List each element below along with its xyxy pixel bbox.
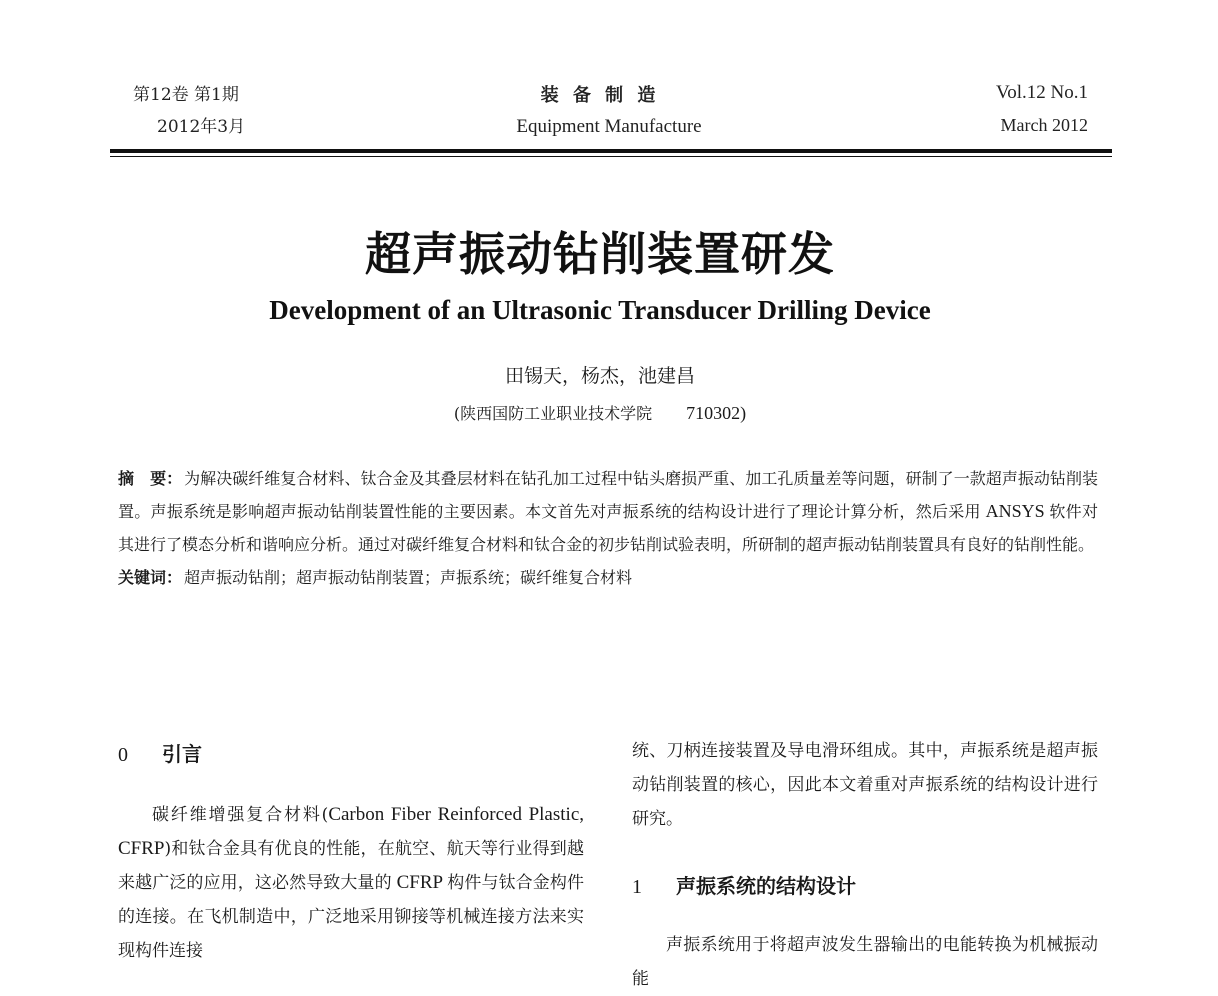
section-1-title: 声振系统的结构设计: [676, 874, 856, 898]
abstract-text-1: 为解决碳纤维复合材料、钛合金及其叠层材料在钻孔加工过程中钻头磨损严重、加工孔质量差等问题，研制了一款超声振动钻削装置。声振系统是影响超声振动钻削装置性能的主要因素。本文首先对声振系统的结构设计进行了理论计算分析，然后采用: [118, 469, 1098, 521]
intro-text-cfrp: CFRP: [391, 872, 448, 893]
paper-title-en: Development of an Ultrasonic Transducer Drilling Device: [269, 295, 931, 325]
intro-text-1: 碳纤维增强复合材料(: [152, 805, 329, 825]
intro-text-2: )和钛合金具有优良的性能，在航空、航天等行业得到越来越广泛的应用，这必然导致大量的: [118, 839, 584, 893]
keywords: [118, 561, 1098, 594]
abstract-text-2: 软件对其进行了模态分析和谐响应分析。通过对碳纤维复合材料和钛合金的初步钻削试验表明，所研制的超声振动钻削装置具有良好的钻削性能。: [118, 502, 1098, 554]
section-0-number: 0: [118, 744, 128, 766]
intro-paragraph-text: [118, 798, 584, 968]
keywords-text: 超声振动钻削；超声振动钻削装置；声振系统；碳纤维复合材料: [184, 568, 633, 587]
authors: 田锡天，杨杰，池建昌: [504, 365, 695, 387]
section-0-heading: [118, 739, 202, 770]
abstract-block: [118, 462, 1098, 594]
header-rule-thin: [110, 156, 1112, 157]
affiliation-zip: 710302): [686, 403, 747, 423]
keywords-label: 关键词：: [118, 568, 183, 587]
section-0-title: 引言: [162, 742, 202, 766]
section-1-heading: [632, 871, 856, 902]
intro-text-cfrp-term: Carbon Fiber Reinforced Plastic, CFRP: [118, 804, 584, 859]
right-column-paragraph: 统、刀柄连接装置及导电滑环组成。其中，声振系统是超声振动钻削装置的核心，因此本文着重对声振系统的结构设计进行研究。: [632, 741, 1098, 829]
intro-text-3: 构件与钛合金构件的连接。在飞机制造: [118, 873, 585, 927]
journal-volume-en: Vol.12 No.1: [995, 82, 1088, 103]
intro-paragraph: [118, 798, 585, 961]
abstract: [118, 462, 1098, 561]
journal-date-cn: 2012年3月: [157, 117, 246, 137]
journal-name-cn: 装 备 制 造: [540, 85, 660, 106]
journal-volume-issue: 第12卷 第1期: [133, 85, 239, 105]
affiliation: [0, 400, 1200, 427]
affiliation-name: (陕西国防工业职业技术学院: [453, 404, 653, 423]
intro-text-4: 中，广泛地采用铆接等机械连接方法来实现构件连接: [118, 907, 585, 961]
section-1-number: 1: [632, 876, 642, 898]
journal-name-en: Equipment Manufacture: [516, 116, 702, 137]
section-1-paragraph: 声振系统用于将超声波发生器输出的电能转换为机械振动能: [632, 935, 1098, 989]
journal-date-en: March 2012: [1000, 115, 1088, 135]
abstract-software-name: ANSYS: [980, 501, 1050, 521]
paper-title-cn: 超声振动钻削装置研发: [365, 227, 835, 281]
header-rule-thick: [110, 149, 1112, 153]
abstract-label: 摘 要：: [118, 469, 183, 488]
